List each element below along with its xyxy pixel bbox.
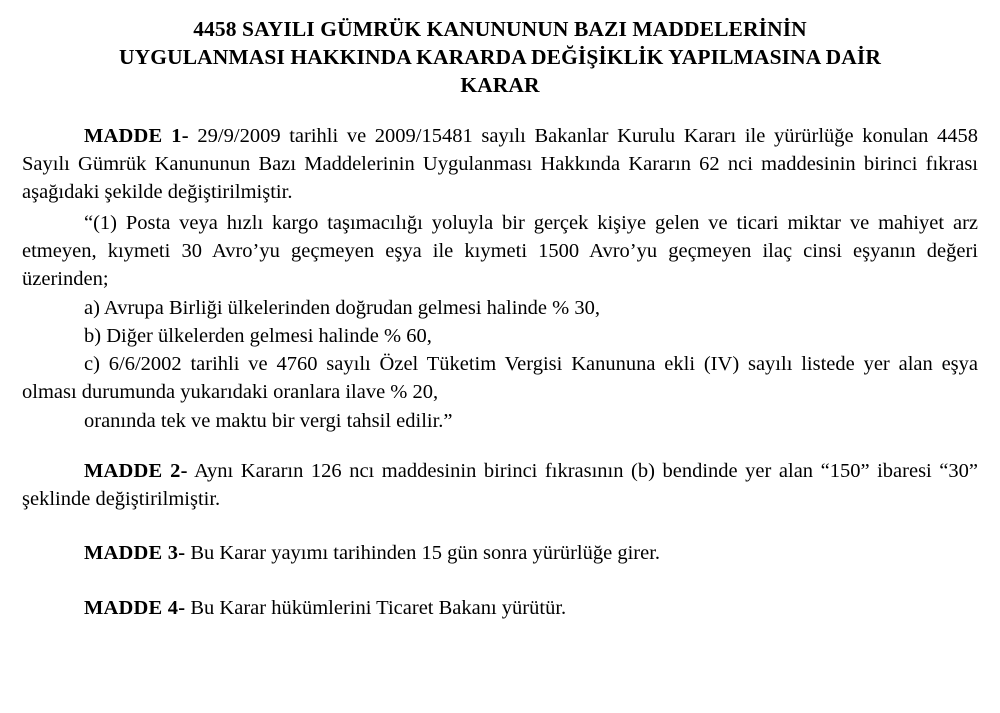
title-line-3: KARAR xyxy=(460,72,540,97)
article-4-paragraph xyxy=(22,594,978,622)
clause-c xyxy=(22,350,978,407)
clause-b xyxy=(22,322,978,350)
article-4-label: MADDE 4- xyxy=(84,596,186,619)
article-2-text: Aynı Kararın 126 ncı maddesinin birinci fıkrasının (b) bendinde yer alan “150” ibaresi “30” şeklinde değiştirilmiştir. xyxy=(22,459,978,511)
closing-line xyxy=(22,407,978,435)
clause-c-text: c) 6/6/2002 tarihli ve 4760 sayılı Özel Tüketim Vergisi Kanununa ekli (IV) sayılı listede yer alan eşya olması durumunda yukarıdaki oranlara ilave % 20, xyxy=(22,353,978,404)
article-2-label: MADDE 2- xyxy=(84,459,188,482)
closing-line-text: oranında tek ve maktu bir vergi tahsil edilir.” xyxy=(84,409,453,432)
title-line-1: 4458 SAYILI GÜMRÜK KANUNUNUN BAZI MADDELERİNİN xyxy=(193,17,807,41)
article-4-text: Bu Karar hükümlerini Ticaret Bakanı yürütür. xyxy=(190,596,567,619)
article-3-label: MADDE 3- xyxy=(84,542,186,565)
article-3-text: Bu Karar yayımı tarihinden 15 gün sonra yürürlüğe girer. xyxy=(190,542,661,565)
article-1-text: 29/9/2009 tarihli ve 2009/15481 sayılı Bakanlar Kurulu Kararı ile yürürlüğe konulan 4458 Sayılı Gümrük Kanununun Bazı Maddelerinin Uygulanması Hakkında Kararın 62 nci maddesinin birinci fıkrası aşağıdaki şekilde değiştirilmiştir. xyxy=(22,124,978,204)
clause-a-text: a) Avrupa Birliği ülkelerinden doğrudan gelmesi halinde % 30, xyxy=(84,296,600,319)
title-line-2: UYGULANMASI HAKKINDA KARARDA DEĞİŞİKLİK YAPILMASINA DAİR xyxy=(119,44,881,69)
quoted-paragraph-text: “(1) Posta veya hızlı kargo taşımacılığı yoluyla bir gerçek kişiye gelen ve ticari miktar ve mahiyet arz etmeyen, kıymeti 30 Avro’yu geçmeyen eşya ile kıymeti 1500 Avro’yu geçmeyen ilaç cinsi eşyanın değeri üzerinden; xyxy=(22,211,978,291)
article-1-paragraph xyxy=(22,122,978,207)
clause-b-text: b) Diğer ülkelerden gelmesi halinde % 60, xyxy=(84,324,432,347)
article-1-label: MADDE 1- xyxy=(84,124,189,147)
document-title xyxy=(50,16,950,100)
article-3-paragraph xyxy=(22,539,978,567)
clause-a xyxy=(22,294,978,322)
quoted-paragraph xyxy=(22,209,978,294)
article-2-paragraph xyxy=(22,457,978,514)
document-body xyxy=(22,122,978,622)
